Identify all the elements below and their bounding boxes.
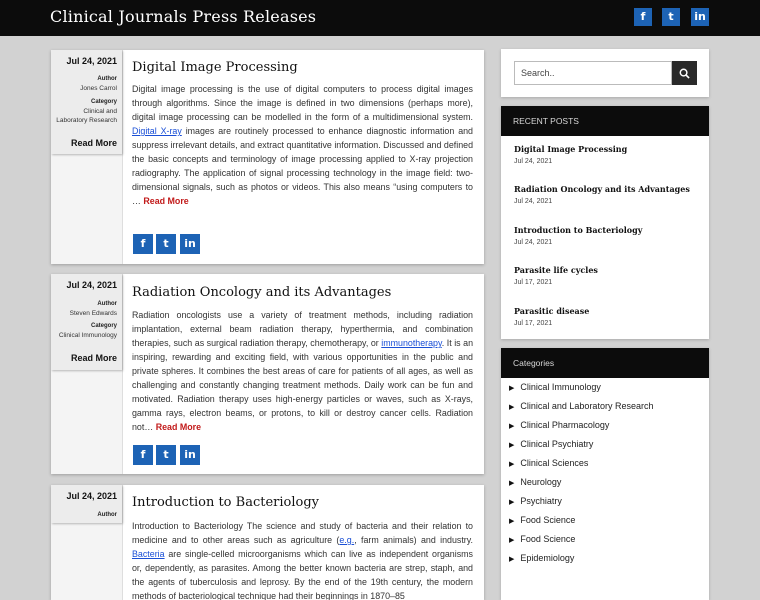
post-meta	[51, 274, 123, 474]
excerpt-link[interactable]: e.g.	[339, 535, 355, 545]
recent-post-date: Jul 24, 2021	[514, 158, 553, 165]
search-button[interactable]	[672, 61, 697, 85]
author-name: Steven Edwards	[69, 310, 117, 317]
recent-post-title[interactable]: Parasite life cycles	[514, 265, 598, 275]
category-label: Food Science	[520, 515, 576, 525]
caret-right-icon: ▶	[509, 442, 515, 449]
read-more-link[interactable]: Read More	[143, 196, 189, 206]
recent-post-item	[514, 306, 589, 327]
share-facebook-icon[interactable]: f	[133, 234, 153, 254]
recent-posts-heading: RECENT POSTS	[501, 106, 709, 136]
author-label: Author	[97, 512, 117, 518]
share-linkedin-icon[interactable]: in	[180, 445, 200, 465]
excerpt-text: Introduction to Bacteriology The science and study of bacteria and their relation to medicine and to other areas such as agriculture (	[132, 521, 473, 545]
caret-right-icon: ▶	[509, 404, 515, 411]
post-excerpt	[132, 519, 473, 600]
category-label: Neurology	[520, 477, 562, 487]
post-title[interactable]: Radiation Oncology and its Advantages	[132, 285, 392, 300]
author-label: Author	[97, 301, 117, 307]
post-meta-box	[51, 274, 122, 370]
read-more-link[interactable]: Read More	[155, 422, 202, 432]
recent-post-item	[514, 265, 598, 286]
category-label: Food Science	[520, 534, 576, 544]
search-input[interactable]	[514, 61, 672, 85]
category-label: Category	[90, 323, 117, 329]
category-name: Clinical Immunology	[58, 332, 117, 339]
post-card	[51, 274, 484, 474]
share-twitter-icon[interactable]: t	[156, 445, 176, 465]
categories-widget	[501, 348, 709, 600]
post-meta-box	[51, 485, 122, 523]
recent-post-date: Jul 17, 2021	[514, 320, 553, 327]
search-icon	[679, 68, 690, 79]
share-linkedin-icon[interactable]: in	[180, 234, 200, 254]
category-link[interactable]	[509, 439, 593, 449]
post-title[interactable]: Introduction to Bacteriology	[132, 495, 319, 510]
excerpt-link[interactable]: Bacteria	[132, 549, 165, 559]
category-label: Category	[90, 99, 117, 105]
caret-right-icon: ▶	[509, 518, 515, 525]
post-card	[51, 50, 484, 264]
category-link[interactable]	[509, 477, 561, 487]
category-name: Clinical and Laboratory Research	[56, 108, 117, 124]
post-excerpt	[132, 308, 473, 434]
post-date: Jul 24, 2021	[66, 280, 117, 290]
site-title[interactable]: Clinical Journals Press Releases	[50, 7, 317, 26]
linkedin-icon[interactable]: in	[691, 8, 709, 26]
recent-posts-widget	[501, 106, 709, 339]
post-meta	[51, 50, 123, 264]
category-label: Clinical Immunology	[520, 382, 601, 392]
caret-right-icon: ▶	[509, 499, 515, 506]
category-label: Clinical Sciences	[520, 458, 589, 468]
author-label: Author	[97, 76, 117, 82]
post-date: Jul 24, 2021	[66, 56, 117, 66]
recent-post-title[interactable]: Introduction to Bacteriology	[514, 225, 643, 235]
excerpt-text: . It is an inspiring, rewarding and exciting field, with various opportunities in the public and private spheres. It combines the best areas of care for patients of all ages, as well as challenging and constantly changing treatment methods. Daily work can be fun and motivated. Radiation therapy uses high-energy particles or waves, such as X-rays, gamma rays, electron beams, or protons, to kill or destroy cancer cells. Radiation not…	[132, 338, 474, 432]
category-link[interactable]	[509, 496, 562, 506]
author-name: Jones Carrol	[80, 85, 117, 92]
recent-post-item	[514, 225, 642, 246]
recent-post-item	[514, 184, 690, 205]
category-label: Clinical and Laboratory Research	[520, 401, 654, 411]
caret-right-icon: ▶	[509, 556, 515, 563]
recent-post-date: Jul 17, 2021	[514, 279, 553, 286]
category-link[interactable]	[509, 420, 609, 430]
excerpt-text: Radiation oncologists use a variety of treatment methods, including radiation implantation, external beam radiation therapy, hyperthermia, and combination therapies, such as surgical radiation therapy, chemotherapy, or	[132, 310, 473, 348]
twitter-icon[interactable]: t	[662, 8, 680, 26]
post-title[interactable]: Digital Image Processing	[132, 60, 298, 75]
caret-right-icon: ▶	[509, 385, 515, 392]
excerpt-text: images are routinely processed to enhance diagnostic information and suppress irrelevant details, and extract quantitative information. Discussed and defined the basic concepts and terminology of image processing applied to X-ray projection radiography. The application of signal processing technology in the image field: two-dimensional signals, such as photos or videos. This also means “using computers to …	[132, 126, 473, 206]
caret-right-icon: ▶	[509, 480, 515, 487]
category-link[interactable]	[509, 534, 575, 544]
post-date: Jul 24, 2021	[66, 491, 117, 501]
category-label: Psychiatry	[520, 496, 562, 506]
category-label: Epidemiology	[520, 553, 575, 563]
caret-right-icon: ▶	[509, 537, 515, 544]
excerpt-link[interactable]: immunotherapy	[381, 338, 442, 348]
facebook-icon[interactable]: f	[634, 8, 652, 26]
category-link[interactable]	[509, 553, 574, 563]
recent-post-date: Jul 24, 2021	[514, 198, 553, 205]
caret-right-icon: ▶	[509, 461, 515, 468]
excerpt-text: , farm animals) and industry.	[354, 535, 473, 545]
category-link[interactable]	[509, 382, 601, 392]
category-link[interactable]	[509, 515, 575, 525]
recent-post-date: Jul 24, 2021	[514, 239, 553, 246]
post-meta	[51, 485, 123, 600]
category-link[interactable]	[509, 458, 588, 468]
share-twitter-icon[interactable]: t	[156, 234, 176, 254]
recent-post-title[interactable]: Digital Image Processing	[514, 144, 628, 154]
categories-heading: Categories	[501, 348, 709, 378]
post-meta-box	[51, 50, 122, 154]
search-widget	[501, 49, 709, 97]
category-label: Clinical Psychiatry	[520, 439, 594, 449]
top-navbar	[0, 0, 760, 36]
recent-post-title[interactable]: Radiation Oncology and its Advantages	[514, 184, 690, 194]
post-excerpt	[132, 82, 473, 208]
recent-post-item	[514, 144, 627, 165]
excerpt-link[interactable]: Digital X-ray	[132, 126, 182, 136]
recent-post-title[interactable]: Parasitic disease	[514, 306, 590, 316]
excerpt-text: are single-celled microorganisms which can live as independent organisms or, dependently, as parasites. Among the better known bacteria are strep, staph, and the agents of tuberculosis and leprosy. By the end of the 19th century, the modern methods of bacteriological technique had their beginnings in 1870–85	[132, 549, 473, 600]
read-more-button[interactable]: Read More	[70, 138, 117, 148]
post-card	[51, 485, 484, 600]
excerpt-text: Digital image processing is the use of digital computers to process digital images through algorithms. Since the image is defined in two dimensions (perhaps more), digital image processing can be modelled in the form of a multidimensional system.	[132, 84, 473, 122]
caret-right-icon: ▶	[509, 423, 515, 430]
share-facebook-icon[interactable]: f	[133, 445, 153, 465]
read-more-button[interactable]: Read More	[70, 353, 117, 363]
category-link[interactable]	[509, 401, 653, 411]
category-label: Clinical Pharmacology	[520, 420, 610, 430]
